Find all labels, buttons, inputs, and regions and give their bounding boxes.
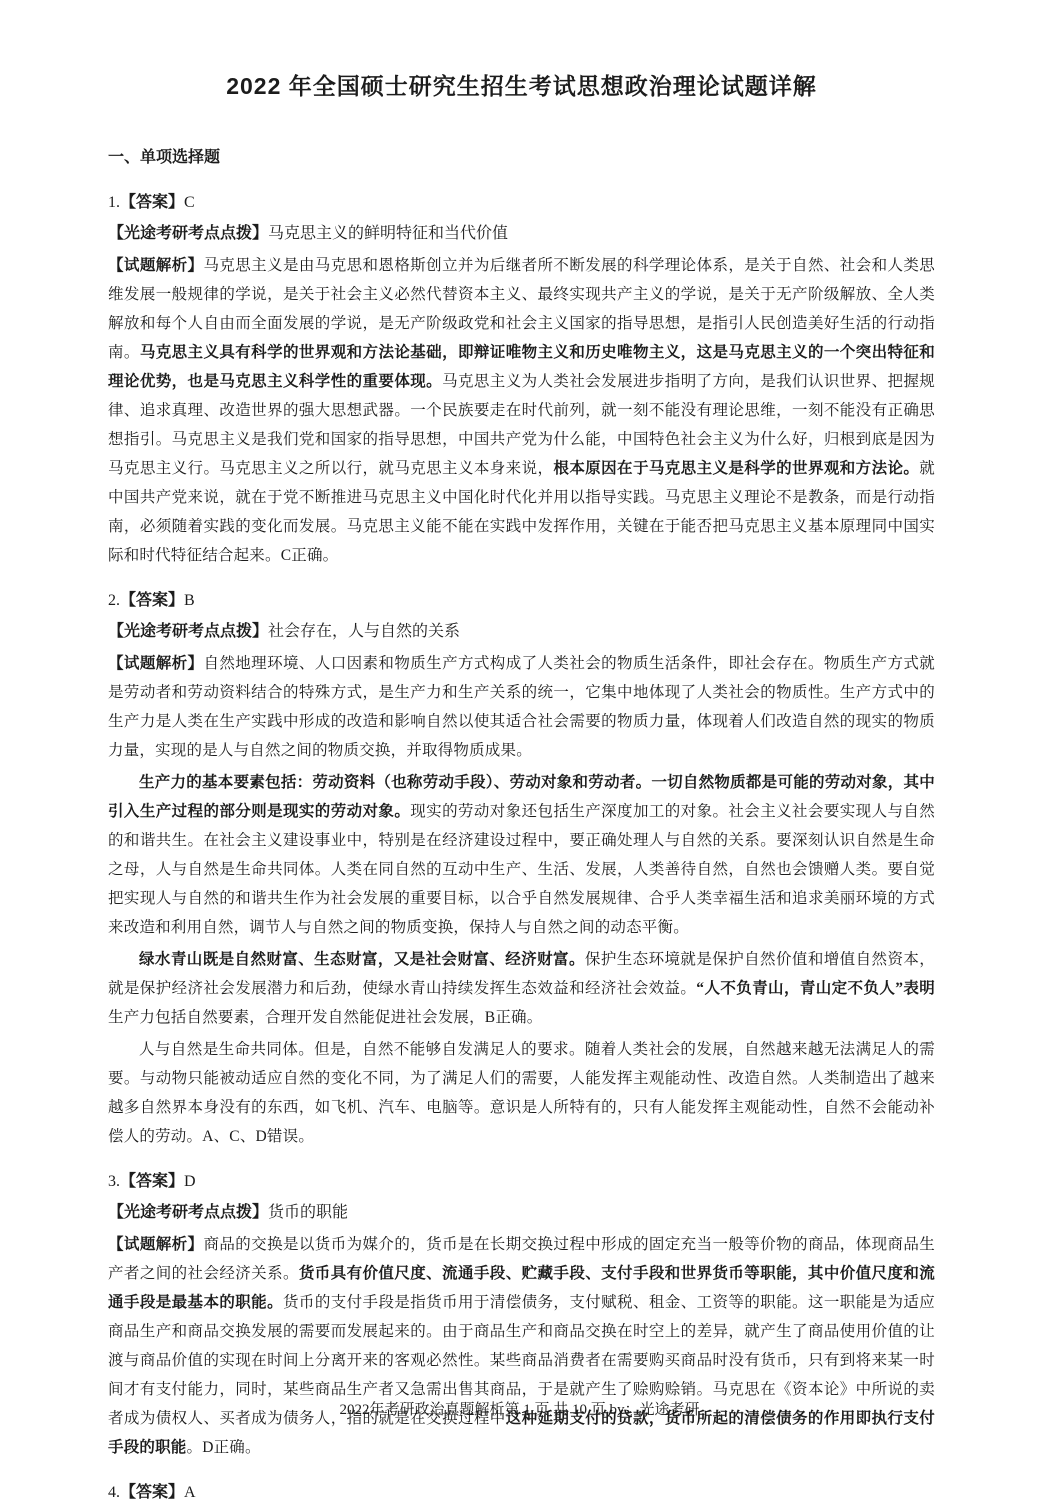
analysis-paragraph bbox=[108, 649, 935, 765]
answer-letter: C bbox=[184, 194, 195, 211]
answer-tag: 【答案】 bbox=[120, 592, 185, 609]
keypoint-line bbox=[108, 219, 935, 248]
keypoint-line bbox=[108, 617, 935, 646]
text-run: 自然地理环境、人口因素和物质生产方式构成了人类社会的物质生活条件，即社会存在。物质生产方式就是劳动者和劳动资料结合的特殊方式，是生产力和生产关系的统一，它集中地体现了人类社会的物质性。生产方式中的生产力是人类在生产实践中形成的改造和影响自然以使其适合社会需要的物质力量，体现着人们改造自然的现实的物质力量，实现的是人与自然之间的物质交换，并取得物质成果。 bbox=[108, 655, 935, 759]
questions-container bbox=[108, 188, 935, 1507]
question-block bbox=[108, 188, 935, 570]
question-number: 1. bbox=[108, 194, 120, 211]
question-number: 3. bbox=[108, 1173, 120, 1190]
text-run: 保护生态环境就是保护自然价值和增值自然资本，就是保护经济社会发展潜力和后劲，使绿水青山持续发挥生态效益和经济社会效益。 bbox=[108, 951, 935, 997]
text-run: 商品的交换是以货币为媒介的，货币是在长期交换过程中形成的固定充当一般等价物的商品，体现商品生产者之间的社会经济关系。 bbox=[108, 1236, 935, 1282]
answer-letter: A bbox=[184, 1484, 196, 1501]
text-run: 生产力的基本要素包括：劳动资料（也称劳动手段）、劳动对象和劳动者。一切自然物质都是可能的劳动对象，其中引入生产过程的部分则是现实的劳动对象。 bbox=[108, 774, 935, 820]
text-run: 生产力包括自然要素，合理开发自然能促进社会发展，B正确。 bbox=[108, 1009, 543, 1026]
text-run: 货币的支付手段是指货币用于清偿债务，支付赋税、租金、工资等的职能。这一职能是为适应商品生产和商品交换发展的需要而发展起来的。由于商品生产和商品交换在时空上的差异，就产生了商品使用价值的让渡与商品价值的实现在时间上分离开来的客观必然性。某些商品消费者在需要购买商品时没有货币，只有到将来某一时间才有支付能力，同时，某些商品生产者又急需出售其商品，于是就产生了赊购赊销。马克思在《资本论》中所说的卖者成为债权人、买者成为债务人，指的就是在交换过程中 bbox=[108, 1294, 936, 1427]
answer-line bbox=[108, 1167, 935, 1196]
question-number: 4. bbox=[108, 1484, 120, 1501]
text-run: 根本原因在于马克思主义是科学的世界观和方法论。 bbox=[553, 460, 920, 477]
text-run: 马克思主义具有科学的世界观和方法论基础，即辩证唯物主义和历史唯物主义，这是马克思主义的一个突出特征和理论优势，也是马克思主义科学性的重要体现。 bbox=[108, 344, 935, 390]
answer-letter: D bbox=[184, 1173, 196, 1190]
text-run: 绿水青山既是自然财富、生态财富，又是社会财富、经济财富。 bbox=[139, 951, 585, 968]
answer-tag: 【答案】 bbox=[120, 1173, 185, 1190]
text-run: 现实的劳动对象还包括生产深度加工的对象。社会主义社会要实现人与自然的和谐共生。在社会主义建设事业中，特别是在经济建设过程中，要正确处理人与自然的关系。要深刻认识自然是生命之母，人与自然是生命共同体。人类在同自然的互动中生产、生活、发展，人类善待自然，自然也会馈赠人类。要自觉把实现人与自然的和谐共生作为社会发展的重要目标，以合乎自然发展规律、合乎人类幸福生活和追求美丽环境的方式来改造和利用自然，调节人与自然之间的物质变换，保持人与自然之间的动态平衡。 bbox=[108, 803, 935, 936]
section-heading: 一、单项选择题 bbox=[108, 149, 221, 166]
question-block bbox=[108, 586, 935, 1151]
keypoint-text: 货币的职能 bbox=[268, 1204, 349, 1221]
text-run: 人与自然是生命共同体。但是，自然不能够自发满足人的要求。随着人类社会的发展，自然越来越无法满足人的需要。与动物只能被动适应自然的变化不同，为了满足人们的需要，人能发挥主观能动性、改造自然。人类制造出了越来越多自然界本身没有的东西，如飞机、汽车、电脑等。意识是人所特有的，只有人能发挥主观能动性，自然不会能动补偿人的劳动。A、C、D错误。 bbox=[108, 1041, 935, 1145]
keypoint-tag: 【光途考研考点点拨】 bbox=[108, 623, 269, 640]
analysis-paragraph bbox=[108, 1035, 935, 1151]
answer-tag: 【答案】 bbox=[120, 194, 185, 211]
analysis-paragraph bbox=[108, 1230, 935, 1462]
text-run: 货币具有价值尺度、流通手段、贮藏手段、支付手段和世界货币等职能，其中价值尺度和流通手段是最基本的职能。 bbox=[108, 1265, 935, 1311]
text-run: “人不负青山，青山定不负人”表明 bbox=[696, 980, 935, 997]
text-run: 【试题解析】 bbox=[108, 1236, 204, 1253]
analysis-paragraph bbox=[108, 945, 935, 1032]
page-footer: 2022年考研政治真题解析第 1 页 共 10 页 by：光途考研 bbox=[339, 1402, 700, 1418]
text-run: 【试题解析】 bbox=[108, 655, 204, 672]
text-run: 【试题解析】 bbox=[108, 257, 204, 274]
answer-line bbox=[108, 188, 935, 217]
question-block bbox=[108, 1478, 935, 1507]
text-run: 马克思主义是由马克思和恩格斯创立并为后继者所不断发展的科学理论体系，是关于自然、社会和人类思维发展一般规律的学说，是关于社会主义必然代替资本主义、最终实现共产主义的学说，是关于无产阶级解放、全人类解放和每个人自由而全面发展的学说，是无产阶级政党和社会主义国家的指导思想，是指引人民创造美好生活的行动指南。 bbox=[108, 257, 935, 361]
answer-line bbox=[108, 586, 935, 615]
keypoint-text: 社会存在，人与自然的关系 bbox=[268, 623, 461, 640]
text-run: 马克思主义为人类社会发展进步指明了方向，是我们认识世界、把握规律、追求真理、改造世界的强大思想武器。一个民族要走在时代前列，就一刻不能没有理论思维，一刻不能没有正确思想指引。马克思主义是我们党和国家的指导思想，中国共产党为什么能，中国特色社会主义为什么好，归根到底是因为马克思主义行。马克思主义之所以行，就马克思主义本身来说， bbox=[108, 373, 936, 477]
answer-letter: B bbox=[184, 592, 195, 609]
keypoint-text: 马克思主义的鲜明特征和当代价值 bbox=[268, 225, 509, 242]
keypoint-tag: 【光途考研考点点拨】 bbox=[108, 225, 269, 242]
text-run: 就中国共产党来说，就在于党不断推进马克思主义中国化时代化并用以指导实践。马克思主义理论不是教条，而是行动指南，必须随着实践的变化而发展。马克思主义能不能在实践中发挥作用，关键在于能否把马克思主义基本原理同中国实际和时代特征结合起来。C正确。 bbox=[108, 460, 935, 564]
analysis-paragraph bbox=[108, 768, 935, 942]
text-run: 。D正确。 bbox=[186, 1439, 261, 1456]
answer-line bbox=[108, 1478, 935, 1507]
keypoint-line bbox=[108, 1198, 935, 1227]
keypoint-tag: 【光途考研考点点拨】 bbox=[108, 1204, 269, 1221]
question-number: 2. bbox=[108, 592, 120, 609]
answer-tag: 【答案】 bbox=[120, 1484, 185, 1501]
text-run: 这种延期支付的贷款，货币所起的清偿债务的作用即执行支付手段的职能 bbox=[108, 1410, 935, 1456]
analysis-paragraph bbox=[108, 251, 935, 570]
page-title: 2022 年全国硕士研究生招生考试思想政治理论试题详解 bbox=[226, 73, 817, 99]
